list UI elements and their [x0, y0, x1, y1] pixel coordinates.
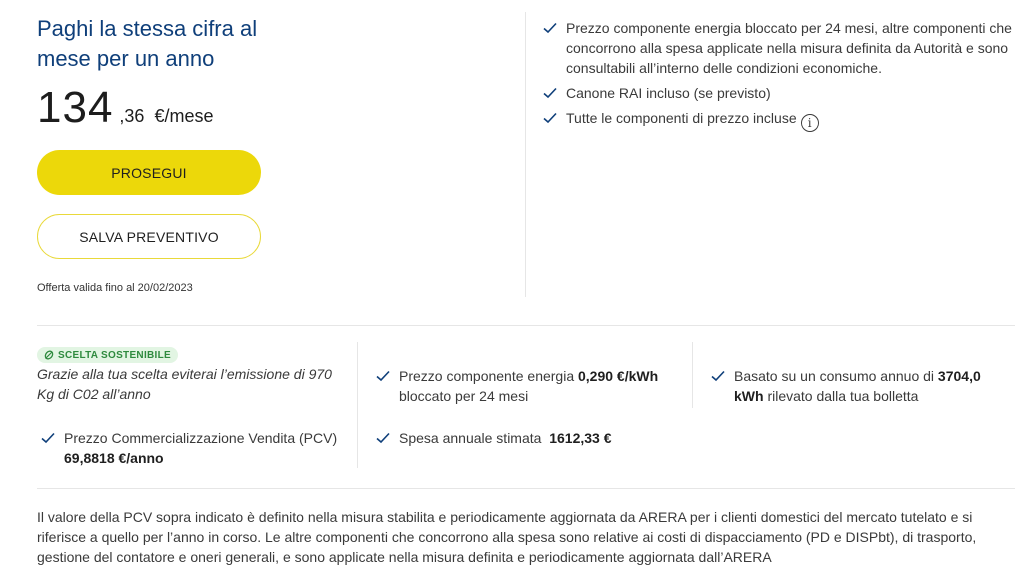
annual-cost-detail — [376, 428, 676, 448]
feature-item — [543, 18, 1023, 78]
check-icon — [543, 22, 557, 34]
badge-label: SCELTA SOSTENIBILE — [58, 349, 171, 361]
section-divider — [37, 488, 1015, 489]
info-icon[interactable]: i — [801, 114, 819, 132]
proceed-button[interactable]: PROSEGUI — [37, 150, 261, 195]
annual-cost-value: 1612,33 € — [549, 430, 612, 446]
feature-text: Canone RAI incluso (se previsto) — [566, 85, 771, 101]
detail-text — [399, 366, 676, 406]
price-unit: €/mese — [154, 106, 214, 126]
monthly-price — [37, 83, 497, 132]
pcv-detail — [41, 428, 341, 468]
energy-price-value: 0,290 €/kWh — [578, 368, 659, 384]
feature-text: Prezzo componente energia bloccato per 24 mesi, altre componenti che concorrono alla spesa applicate nella misura definita da Autorità e sono consultabili all’interno delle condizioni economiche. — [566, 20, 1012, 76]
detail-label: bloccato per 24 mesi — [399, 388, 529, 404]
vertical-divider — [525, 12, 526, 297]
consumption-value: 3704,0 kWh — [734, 368, 981, 404]
check-icon — [376, 432, 390, 444]
pcv-value: 69,8818 €/anno — [64, 450, 164, 466]
feature-label: Tutte le componenti di prezzo incluse — [566, 110, 797, 126]
check-icon — [543, 87, 557, 99]
feature-item — [543, 83, 1023, 103]
included-features-list — [543, 18, 1023, 137]
offer-validity: Offerta valida fino al 20/02/2023 — [37, 282, 193, 294]
feature-item — [543, 108, 1023, 132]
price-summary — [37, 14, 497, 130]
detail-text — [399, 428, 612, 448]
save-quote-button[interactable]: SALVA PREVENTIVO — [37, 214, 261, 259]
vertical-divider — [692, 342, 693, 408]
detail-label: Prezzo componente energia — [399, 368, 578, 384]
detail-label: Basato su un consumo annuo di — [734, 368, 938, 384]
price-integer: 134 — [37, 83, 114, 132]
price-decimal: ,36 — [119, 106, 145, 126]
check-icon — [41, 432, 55, 444]
detail-label: Prezzo Commercializzazione Vendita (PCV) — [64, 430, 338, 446]
detail-label: Spesa annuale stimata — [399, 430, 550, 446]
detail-label: rilevato dalla tua bolletta — [763, 388, 919, 404]
sustainable-badge — [37, 347, 178, 363]
energy-price-detail — [376, 366, 676, 406]
section-divider — [37, 325, 1015, 326]
pcv-disclaimer: Il valore della PCV sopra indicato è definito nella misura stabilita e periodicamente aggiornata da ARERA per i clienti domestici del mercato tutelato e si riferisce a quello per l’anno in corso. Le altre componenti che concorrono alla spesa sono relative ai costi di dispacciamento (PD e DISPbt), di trasporto, gestione del contatore e oneri generali, e sono applicate nella misura definita e periodicamente aggiornata dall’ARERA — [37, 509, 977, 565]
consumption-detail — [711, 366, 1011, 406]
check-icon — [543, 112, 557, 124]
offer-headline: Paghi la stessa cifra al mese per un anno — [37, 16, 258, 71]
detail-text — [64, 428, 341, 468]
detail-text — [734, 366, 1011, 406]
check-icon — [711, 370, 725, 382]
co2-saving-text: Grazie alla tua scelta eviterai l’emissione di 970 Kg di C02 all’anno — [37, 366, 332, 402]
feature-text — [566, 108, 819, 132]
check-icon — [376, 370, 390, 382]
leaf-icon — [44, 350, 54, 360]
vertical-divider — [357, 342, 358, 468]
